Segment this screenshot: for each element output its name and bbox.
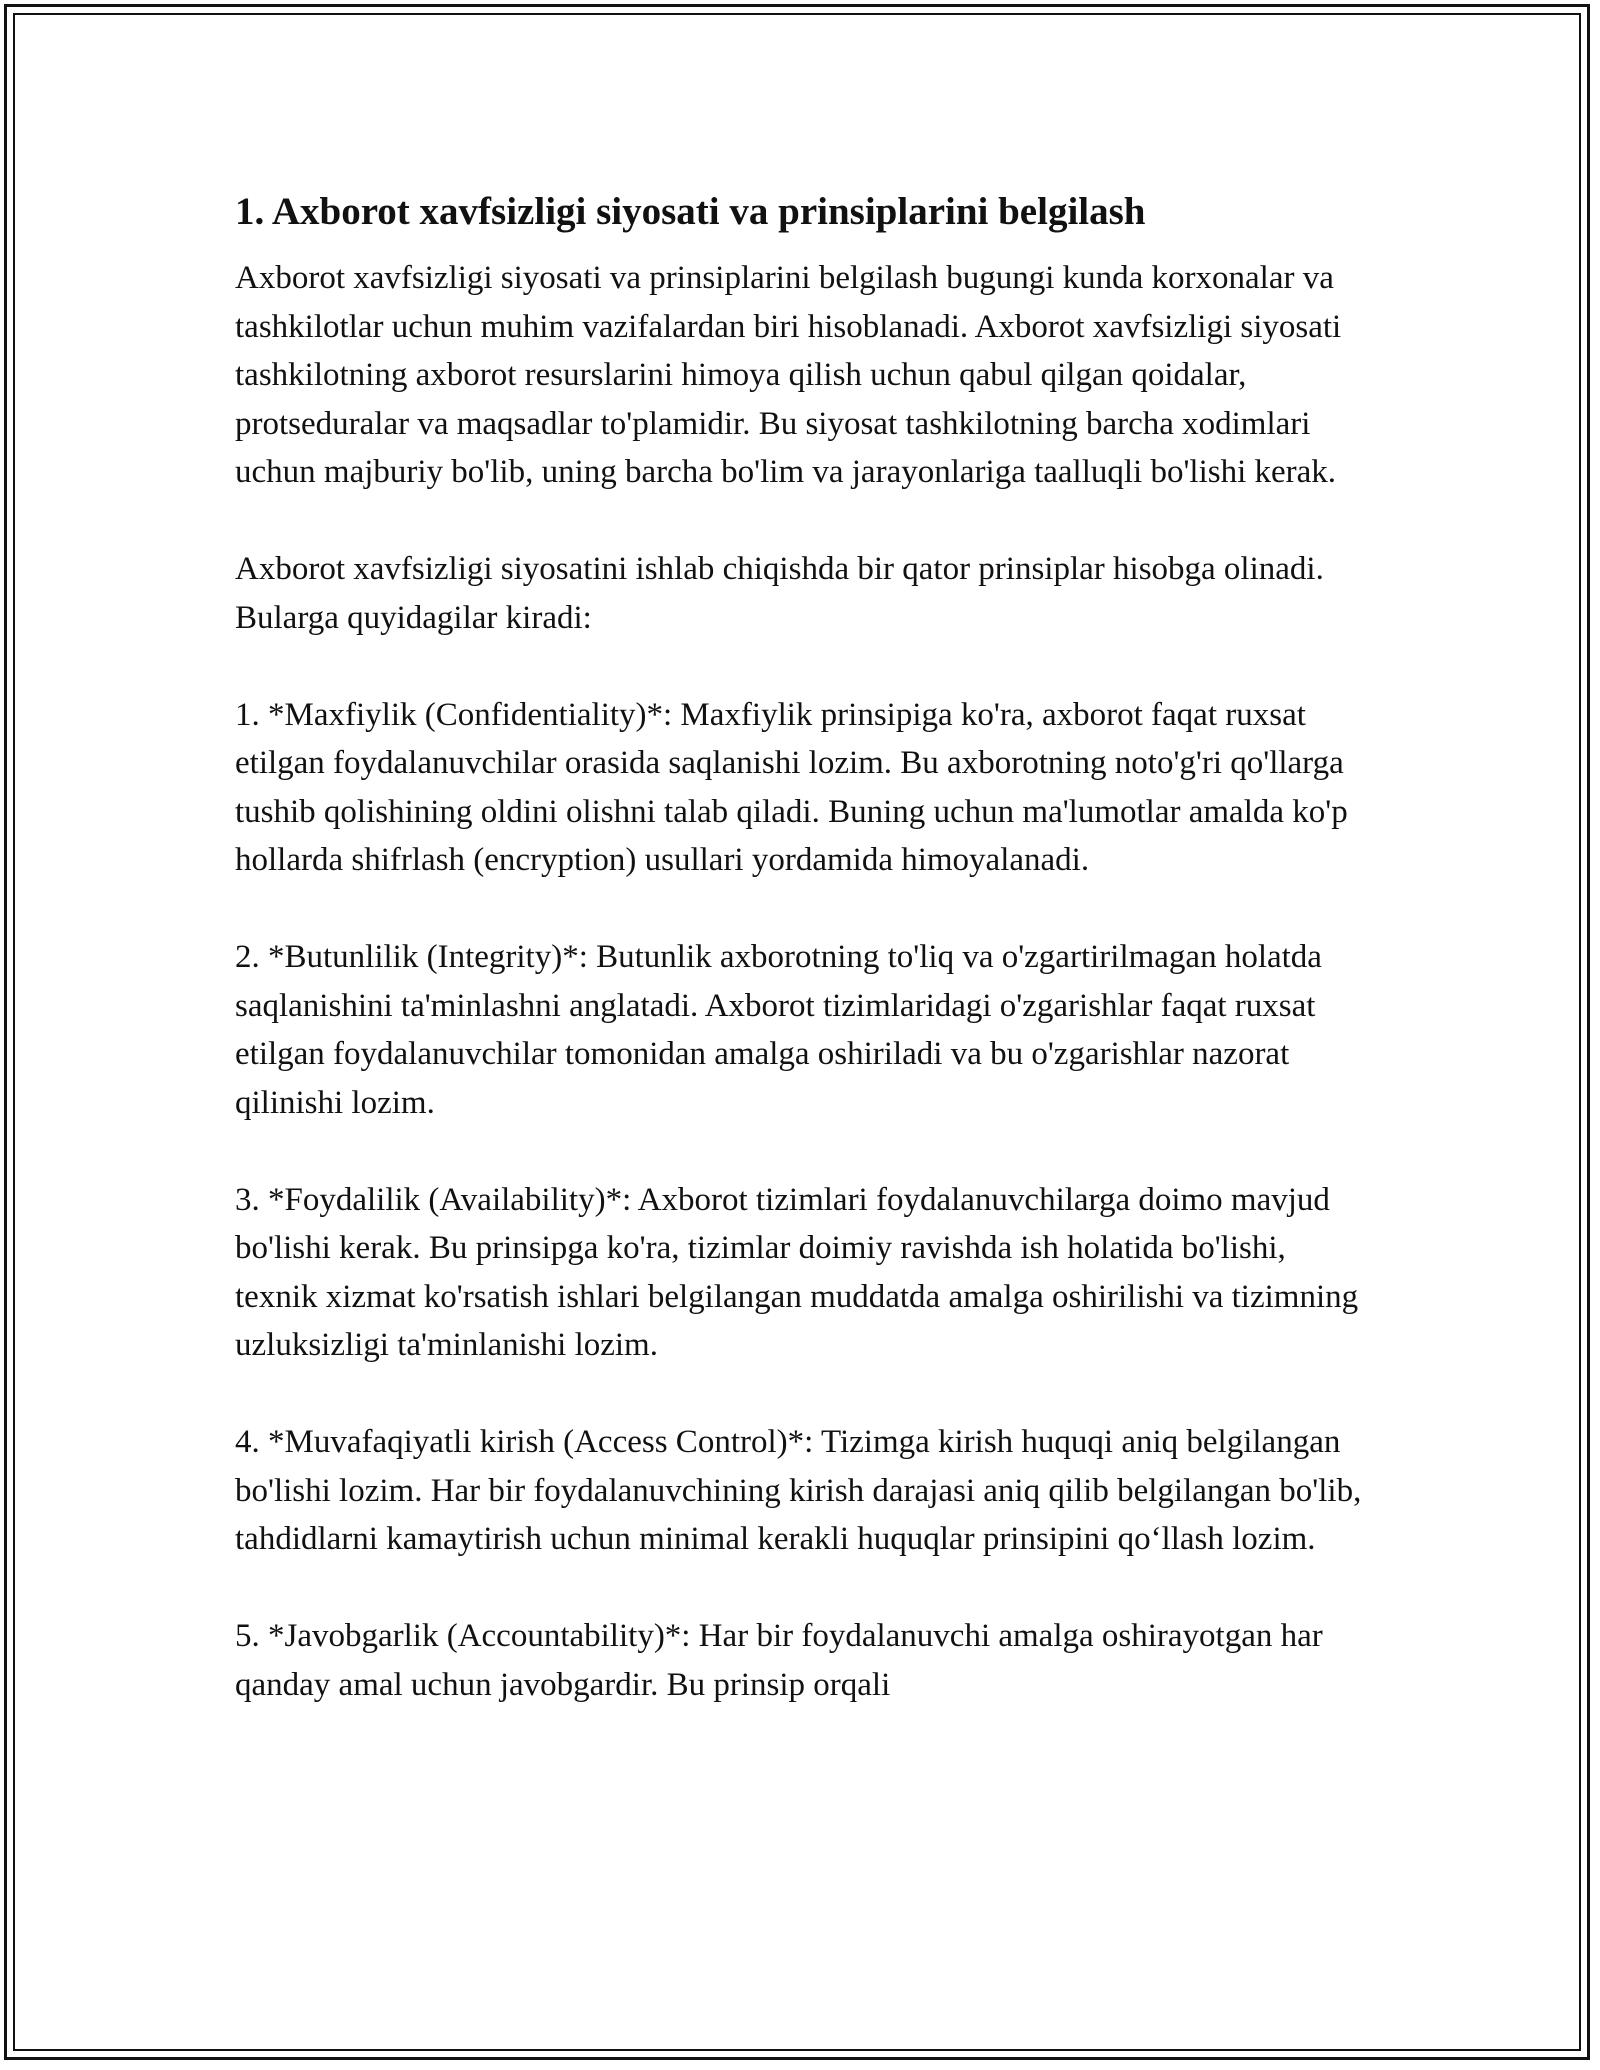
paragraph-accountability: 5. *Javobgarlik (Accountability)*: Har bir foydalanuvchi amalga oshirayotgan har qanday amal uchun javobgardir. Bu prinsip orqali [235,1618,1323,1703]
paragraph-access-control: 4. *Muvafaqiyatli kirish (Access Control)*: Tizimga kirish huquqi aniq belgilangan bo'lishi lozim. Har bir foydalanuvchining kirish darajasi aniq qilib belgilangan bo'lib, tahdidlarni kamaytirish uchun minimal kerakli huquqlar prinsipini qo‘llash lozim. [235,1424,1362,1557]
paragraph-integrity: 2. *Butunlilik (Integrity)*: Butunlik axborotning to'liq va o'zgartirilmagan holatda saqlanishini ta'minlashni anglatadi. Axborot tizimlaridagi o'zgarishlar faqat ruxsat etilgan foydalanuvchilar tomonidan amalga oshiriladi va bu o'zgarishlar nazorat qilinishi lozim. [235,939,1322,1121]
paragraph-intro: Axborot xavfsizligi siyosati va prinsiplarini belgilash bugungi kunda korxonalar va tashkilotlar uchun muhim vazifalardan biri hisoblanadi. Axborot xavfsizligi siyosati tashkilotning axborot resurslarini himoya qilish uchun qabul qilgan qoidalar, protseduralar va maqsadlar to'plamidir. Bu siyosat tashkilotning barcha xodimlari uchun majburiy bo'lib, uning barcha bo'lim va jarayonlariga taalluqli bo'lishi kerak. [235,260,1342,490]
document-body [235,185,1375,1709]
paragraph-availability: 3. *Foydalilik (Availability)*: Axborot tizimlari foydalanuvchilarga doimo mavjud bo'lishi kerak. Bu prinsipga ko'ra, tizimlar doimiy ravishda ish holatida bo'lishi, texnik xizmat ko'rsatish ishlari belgilangan muddatda amalga oshirilishi va tizimning uzluksizligi ta'minlanishi lozim. [235,1181,1359,1363]
section-heading: 1. Axborot xavfsizligi siyosati va prinsiplarini belgilash [235,190,1146,233]
paragraph-confidentiality: 1. *Maxfiylik (Confidentiality)*: Maxfiylik prinsipiga ko'ra, axborot faqat ruxsat etilgan foydalanuvchilar orasida saqlanishi lozim. Bu axborotning noto'g'ri qo'llarga tushib qolishining oldini olishni talab qiladi. Buning uchun ma'lumotlar amalda ko'p hollarda shifrlash (encryption) usullari yordamida himoyalanadi. [235,696,1348,878]
paragraph-principles-intro: Axborot xavfsizligi siyosatini ishlab chiqishda bir qator prinsiplar hisobga olinadi. Bularga quyidagilar kiradi: [235,551,1324,636]
